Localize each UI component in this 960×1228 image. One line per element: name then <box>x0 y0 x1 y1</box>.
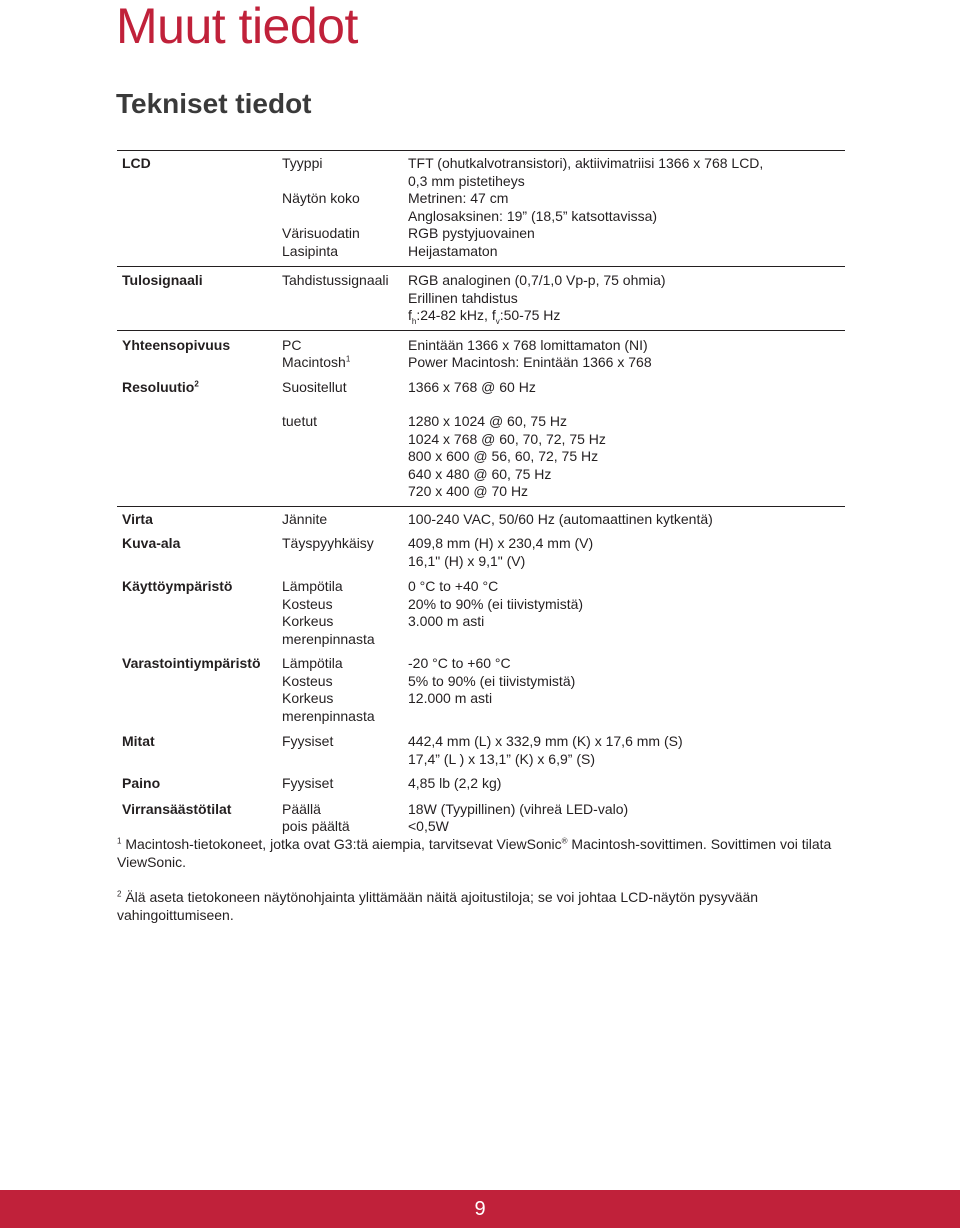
spec-row-power-saving <box>117 793 845 840</box>
spec-value: Enintään 1366 x 768 lomittamaton (NI) <box>408 336 648 353</box>
spec-category: Virta <box>117 506 282 528</box>
spec-row-storage <box>117 648 845 725</box>
spec-value: 800 x 600 @ 56, 60, 72, 75 Hz <box>408 448 599 464</box>
spec-label: Korkeus <box>282 613 334 629</box>
spec-value: 720 x 400 @ 70 Hz <box>408 483 529 499</box>
spec-label: tuetut <box>282 413 318 429</box>
spec-label: Suositellut <box>282 378 347 395</box>
spec-labels <box>282 151 408 267</box>
spec-value: 3.000 m asti <box>408 613 485 629</box>
spec-value: 100-240 VAC, 50/60 Hz (automaattinen kytkentä) <box>408 506 845 528</box>
spec-category: Tulosignaali <box>117 267 282 331</box>
footnote-1: $^1$ Macintosh-tietokoneet, jotka ovat G3:tä aiempia, tarvitsevat ViewSonic® Macintosh-sovittimen. Sovittimen voi tilata ViewSonic. <box>117 836 832 870</box>
spec-label: Täyspyyhkäisy <box>282 535 374 551</box>
spec-category: Yhteensopivuus <box>117 330 282 372</box>
spec-value: <0,5W <box>408 818 449 834</box>
spec-value: 442,4 mm (L) x 332,9 mm (K) x 17,6 mm (S) <box>408 733 683 749</box>
spec-category: LCD <box>117 151 282 267</box>
spec-value: 16,1" (H) x 9,1" (V) <box>408 552 526 569</box>
page-title: Muut tiedot <box>116 0 358 54</box>
spec-value: TFT (ohutkalvotransistori), aktiivimatriisi 1366 x 768 LCD, <box>408 155 764 171</box>
spec-row-power <box>117 506 845 528</box>
spec-label: Kosteus <box>282 595 333 612</box>
spec-label: Fyysiset <box>282 775 334 791</box>
spec-value: 409,8 mm (H) x 230,4 mm (V) <box>408 535 594 551</box>
spec-values <box>408 267 845 331</box>
spec-label: Kosteus <box>282 672 333 689</box>
page-number: 9 <box>474 1198 486 1220</box>
page-footer <box>0 1190 960 1228</box>
spec-values <box>408 528 845 570</box>
spec-label: Lasipinta <box>282 242 339 259</box>
spec-value: Erillinen tahdistus <box>408 289 518 306</box>
spec-value: Heijastamaton <box>408 242 498 259</box>
spec-category: Käyttöympäristö <box>122 578 233 594</box>
spec-label: Fyysiset <box>282 733 334 749</box>
spec-row-lcd <box>117 151 845 267</box>
spec-value: 20% to 90% (ei tiivistymistä) <box>408 595 584 612</box>
spec-value: 12.000 m asti <box>408 690 493 706</box>
spec-label: Näytön koko <box>282 190 360 206</box>
spec-labels <box>282 570 408 648</box>
spec-category: Kuva-ala <box>122 535 181 551</box>
spec-category: Virransäästötilat <box>122 800 232 817</box>
spec-label: Jännite <box>282 506 408 528</box>
spec-value: 4,85 lb (2,2 kg) <box>408 775 502 791</box>
spec-labels <box>282 793 408 840</box>
spec-table <box>117 150 845 840</box>
frequency-value: $f_h:24-82$ kHz, $f_v:50-75$ Hz <box>408 307 561 326</box>
spec-labels <box>282 648 408 725</box>
spec-label: Korkeus <box>282 690 334 706</box>
spec-label: pois päältä <box>282 818 350 834</box>
spec-label: PC <box>282 336 302 353</box>
spec-value: 18W (Tyypillinen) (vihreä LED-valo) <box>408 800 629 817</box>
spec-value: 0 °C to +40 °C <box>408 578 499 594</box>
spec-label: Päällä <box>282 800 321 817</box>
spec-row-resolution <box>117 372 845 397</box>
spec-value: Metrinen: 47 cm <box>408 190 509 206</box>
spec-label: Värisuodatin <box>282 225 360 241</box>
spec-values <box>408 151 845 267</box>
spec-label: merenpinnasta <box>282 630 375 647</box>
spec-value: 0,3 mm pistetiheys <box>408 172 525 189</box>
spec-category: Varastointiympäristö <box>122 655 261 671</box>
spec-label: Tahdistussignaali <box>282 267 408 331</box>
spec-label: Macintosh$^1$ <box>282 354 351 370</box>
spec-value: 5% to 90% (ei tiivistymistä) <box>408 672 576 689</box>
spec-values <box>408 396 845 506</box>
spec-labels <box>282 330 408 372</box>
spec-row-display-area <box>117 528 845 570</box>
spec-values <box>408 330 845 372</box>
spec-value: Anglosaksinen: 19” (18,5” katsottavissa) <box>408 207 658 224</box>
spec-row-dimensions <box>117 725 845 768</box>
spec-label: Tyyppi <box>282 155 323 171</box>
spec-category: Paino <box>122 775 161 791</box>
spec-value: 1024 x 768 @ 60, 70, 72, 75 Hz <box>408 430 606 447</box>
spec-value: 1366 x 768 @ 60 Hz <box>408 378 536 395</box>
spec-row-compat <box>117 330 845 372</box>
spec-value: -20 °C to +60 °C <box>408 655 511 671</box>
spec-value: 17,4” (L ) x 13,1” (K) x 6,9” (S) <box>408 750 595 767</box>
spec-row-operating <box>117 570 845 648</box>
spec-label: Lämpötila <box>282 655 343 671</box>
spec-value: RGB analoginen (0,7/1,0 Vp-p, 75 ohmia) <box>408 272 666 288</box>
spec-row-input <box>117 267 845 331</box>
spec-values <box>408 793 845 840</box>
spec-label: merenpinnasta <box>282 707 375 724</box>
spec-value: 640 x 480 @ 60, 75 Hz <box>408 465 552 482</box>
spec-category: Mitat <box>122 733 155 749</box>
spec-values <box>408 570 845 648</box>
spec-value: RGB pystyjuovainen <box>408 225 535 241</box>
section-title: Tekniset tiedot <box>116 88 312 119</box>
spec-category: Resoluutio$^2$ <box>122 378 199 395</box>
spec-values <box>408 648 845 725</box>
spec-row-resolution-supported <box>117 396 845 506</box>
spec-value: 1280 x 1024 @ 60, 75 Hz <box>408 413 567 429</box>
spec-label: Lämpötila <box>282 578 343 594</box>
spec-values <box>408 725 845 768</box>
spec-row-weight <box>117 768 845 793</box>
footnote-2: $^2$ Älä aseta tietokoneen näytönohjainta ylittämään näitä ajoitustiloja; se voi johtaa LCD-näytön pysyvään vahingoittumiseen. <box>117 889 759 923</box>
footnotes <box>117 836 837 942</box>
spec-value: Power Macintosh: Enintään 1366 x 768 <box>408 354 652 370</box>
